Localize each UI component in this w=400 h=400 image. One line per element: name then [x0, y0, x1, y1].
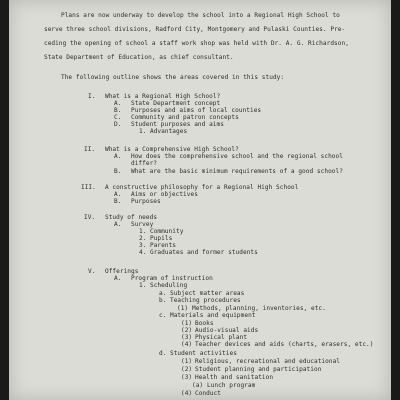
outline-item: Health and sanitation [195, 374, 274, 381]
outline-item: Lunch program [207, 382, 256, 389]
outline-item: Teacher devices and aids (charts, erasers, etc.) [195, 341, 374, 348]
outline-marker: II. [84, 146, 96, 153]
outline-item: Advantages [150, 128, 188, 135]
outline-item: Purposes and aims of local counties [131, 107, 262, 114]
outline-continuation: differ? [131, 160, 158, 167]
outline-marker: a. [159, 290, 167, 297]
outline-item: What are the basic minimum requirements of a good school? [131, 168, 343, 175]
outline-marker: d. [159, 350, 167, 357]
outline-item: Conduct [195, 390, 222, 397]
outline-heading: Offerings [105, 268, 139, 275]
outline-item: How does the comprehensive school and the regional school [131, 153, 343, 160]
outline-marker: (4) [181, 390, 193, 397]
outline-intro: The following outline shows the areas covered in this study: [61, 74, 285, 81]
outline-heading: Study of needs [105, 214, 158, 221]
outline-marker: I. [88, 93, 96, 100]
outline-item: Graduates and former students [150, 249, 258, 256]
outline-item: Community and patron concepts [131, 114, 239, 121]
outline-marker: (4) [181, 341, 193, 348]
outline-item: Pupils [150, 235, 173, 242]
outline-marker: III. [81, 184, 96, 191]
outline-marker: A. [114, 153, 122, 160]
outline-item: Scheduling [150, 282, 188, 289]
outline-marker: IV. [84, 214, 96, 221]
intro-line: ceding the opening of school a staff work shop was held with Dr. A. G. Richardson, [44, 40, 349, 47]
outline-item: Subject matter areas [170, 290, 245, 297]
outline-item: Survey [131, 221, 154, 228]
outline-marker: B. [114, 107, 122, 114]
outline-item: Program of instruction [131, 275, 213, 282]
outline-marker: C. [114, 114, 122, 121]
outline-marker: 1. [139, 228, 147, 235]
outline-item: Materials and equipment [170, 312, 256, 319]
outline-heading: What is a Comprehensive High School? [105, 146, 239, 153]
outline-marker: (3) [181, 374, 193, 381]
document-page [9, 0, 391, 400]
outline-marker: (2) [181, 327, 193, 334]
outline-item: Books [195, 320, 214, 327]
outline-marker: B. [114, 168, 122, 175]
intro-line: State Department of Education, as chief consultant. [44, 54, 234, 61]
outline-item: Methods, planning, inventories, etc. [192, 305, 326, 312]
intro-line: serve three school divisions, Radford City, Montgomery and Pulaski Counties. Pre- [44, 26, 346, 33]
outline-marker: A. [114, 275, 122, 282]
outline-marker: A. [114, 221, 122, 228]
outline-item: Physical plant [195, 334, 248, 341]
outline-marker: (1) [177, 305, 189, 312]
intro-line: Plans are now underway to develop the school into a Regional High School to [61, 12, 340, 19]
outline-item: Audio-visual aids [195, 327, 259, 334]
outline-item: Student activities [170, 350, 237, 357]
outline-item: Religious, recreational and educational [195, 358, 341, 365]
outline-item: Parents [150, 242, 177, 249]
outline-heading: A constructive philosophy for a Regional High School [105, 184, 299, 191]
outline-marker: B. [114, 198, 122, 205]
outline-marker: V. [88, 268, 96, 275]
outline-marker: c. [159, 312, 167, 319]
outline-marker: A. [114, 191, 122, 198]
outline-marker: 1. [139, 128, 147, 135]
outline-item: Teaching procedures [170, 297, 241, 304]
outline-item: Aims or objectives [131, 191, 198, 198]
outline-item: Student purposes and aims [131, 121, 224, 128]
outline-item: Purposes [131, 198, 161, 205]
outline-marker: 1. [139, 282, 147, 289]
outline-marker: D. [114, 121, 122, 128]
outline-marker: 4. [139, 249, 147, 256]
outline-heading: What is a Regional High School? [105, 93, 221, 100]
outline-item: Community [150, 228, 184, 235]
outline-marker: (2) [181, 366, 193, 373]
outline-marker: (1) [181, 358, 193, 365]
outline-item: State Department concept [131, 100, 221, 107]
outline-marker: 2. [139, 235, 147, 242]
outline-marker: 3. [139, 242, 147, 249]
outline-marker: (1) [181, 320, 193, 327]
outline-marker: b. [159, 297, 167, 304]
outline-marker: (3) [181, 334, 193, 341]
outline-item: Student planning and participation [195, 366, 322, 373]
outline-marker: (a) [192, 382, 204, 389]
outline-marker: A. [114, 100, 122, 107]
